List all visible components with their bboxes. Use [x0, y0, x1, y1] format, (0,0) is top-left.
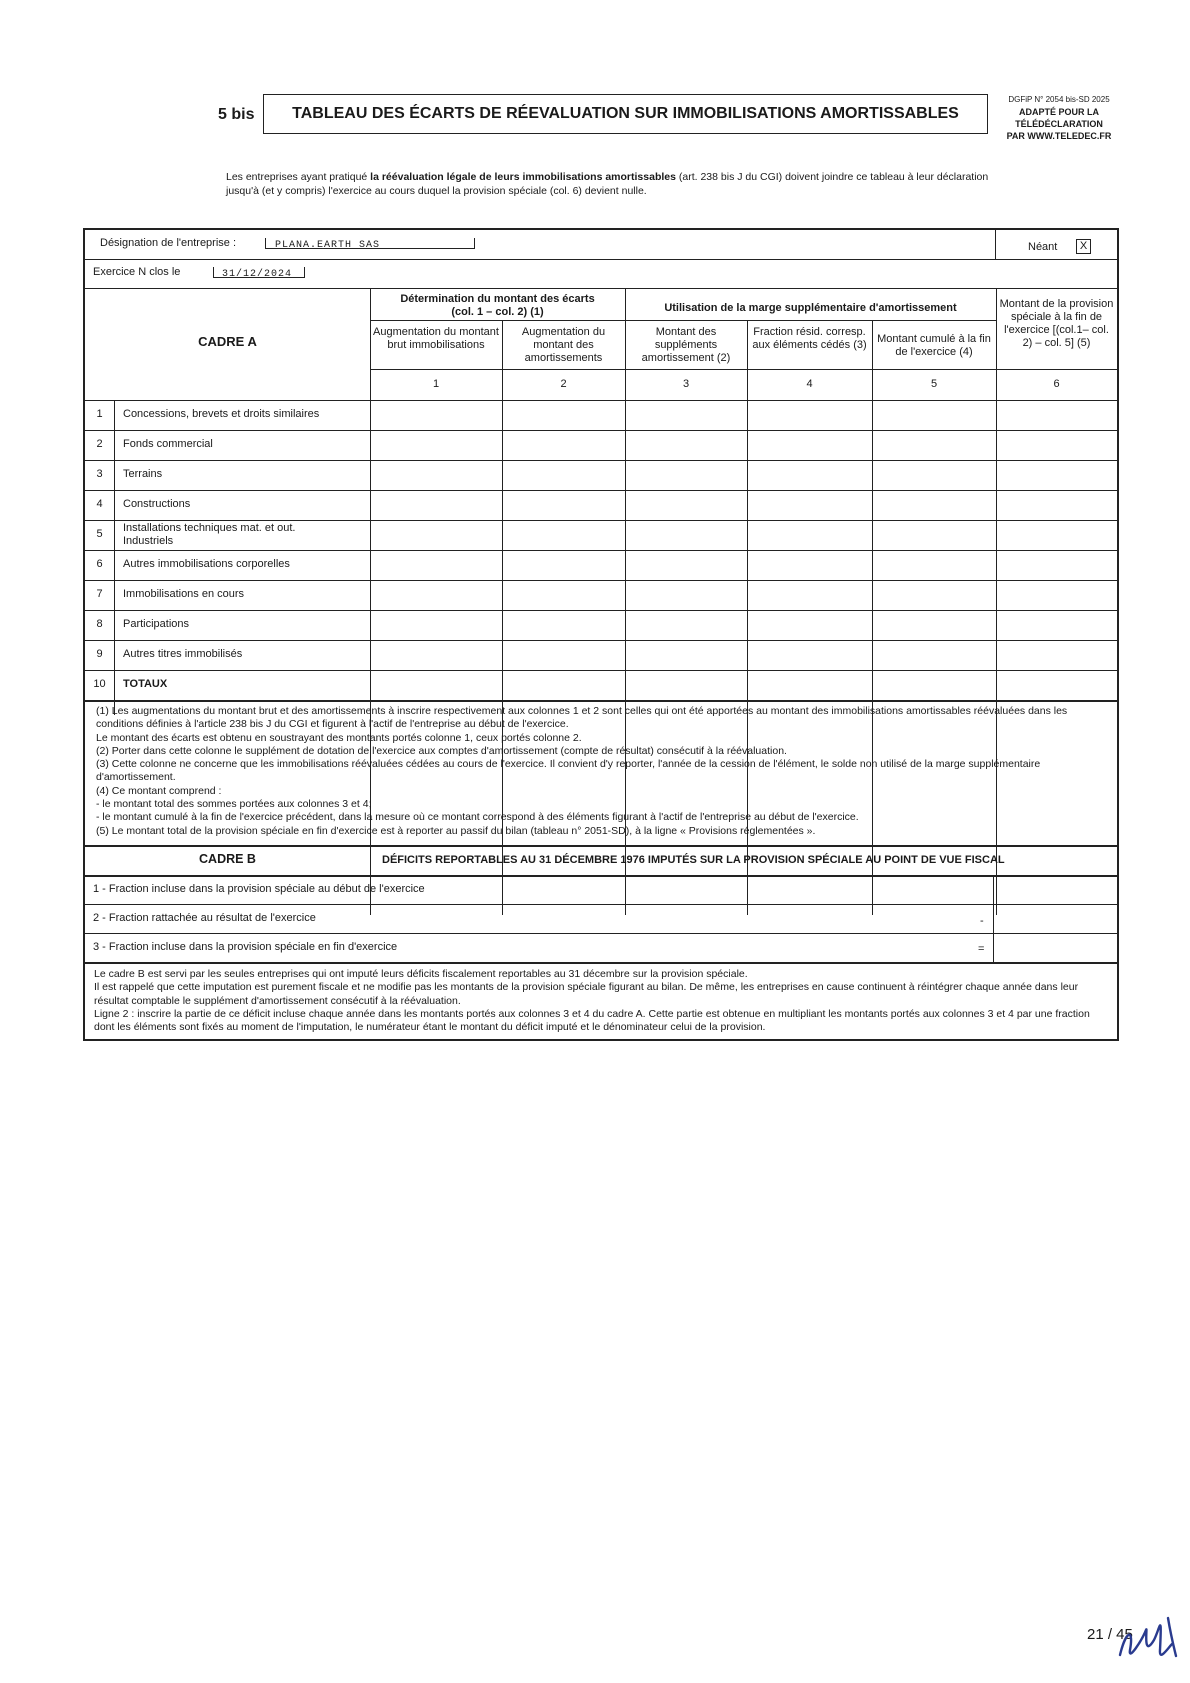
- intro-part-1: Les entreprises ayant pratiqué: [226, 171, 371, 183]
- adapted-line-3: PAR WWW.TELEDEC.FR: [1006, 131, 1112, 141]
- cadre-b-row-3-op: =: [978, 943, 985, 955]
- row-label: Immobilisations en cours: [123, 588, 245, 600]
- form-ref-code: DGFiP N° 2054 bis-SD 2025: [1008, 95, 1110, 104]
- handwritten-signature-icon: [1112, 1600, 1182, 1670]
- row-label: Terrains: [123, 468, 163, 480]
- col-2-number: 2: [560, 378, 567, 390]
- cadre-a-label: CADRE A: [198, 334, 257, 349]
- row-number: 1: [96, 408, 103, 420]
- col-4-number: 4: [806, 378, 813, 390]
- row-label: Participations: [123, 618, 190, 630]
- col-3-header: Montant des suppléments amortissement (2): [641, 326, 731, 364]
- group-determination: [370, 293, 625, 319]
- designation-value: PLANA.EARTH SAS: [275, 240, 381, 251]
- col-6-number: 6: [1053, 378, 1060, 390]
- col-4-header: Fraction résid. corresp. aux éléments cédés (3): [752, 326, 867, 351]
- note-line: (5) Le montant total de la provision spéciale en fin d'exercice est à reporter au passif du bilan (tableau n° 2051-SD), à la ligne « Provisions réglementées ».: [96, 824, 816, 837]
- neant-label: Néant: [1028, 241, 1058, 253]
- col-6-header: Montant de la provision spéciale à la fin de l'exercice [(col.1– col. 2) – col. 5] (5): [999, 298, 1114, 349]
- cadre-b-title: DÉFICITS REPORTABLES AU 31 DÉCEMBRE 1976 IMPUTÉS SUR LA PROVISION SPÉCIALE AU POINT DE VUE FISCAL: [382, 854, 1005, 866]
- row-number: 4: [96, 498, 103, 510]
- notes-cadre-a: [96, 705, 1106, 838]
- col-5-number: 5: [930, 378, 938, 390]
- col-1-number: 1: [432, 378, 440, 390]
- row-label: Concessions, brevets et droits similaires: [123, 408, 320, 420]
- group-utilisation: Utilisation de la marge supplémentaire d'amortissement: [664, 302, 957, 314]
- row-label: Fonds commercial: [123, 438, 213, 450]
- designation-label: Désignation de l'entreprise :: [100, 237, 237, 249]
- col-1-header: Augmentation du montant brut immobilisations: [373, 326, 499, 351]
- group-determination-title: Détermination du montant des écarts: [400, 293, 595, 305]
- note-line: - le montant total des sommes portées aux colonnes 3 et 4;: [96, 798, 372, 811]
- row-number: 2: [96, 438, 103, 450]
- cadre-b-row-3: 3 - Fraction incluse dans la provision spéciale en fin d'exercice: [93, 941, 398, 953]
- col-2-header: Augmentation du montant des amortissements: [521, 326, 606, 364]
- note-line: (3) Cette colonne ne concerne que les immobilisations réévaluées cédées au cours de l'exercice. Il convient d'y reporter, l'année de la cession de l'élément, le solde non utilisé de la marge supplémentaire d'amortissement.: [96, 758, 1041, 784]
- note-line: - le montant cumulé à la fin de l'exercice précédent, dans la mesure où ce montant correspond à des éléments figurant à l'actif de l'entreprise au début de l'exercice.: [96, 811, 859, 824]
- row-label: Autres titres immobilisés: [123, 648, 243, 660]
- cadre-b-row-2: 2 - Fraction rattachée au résultat de l'exercice: [93, 912, 316, 924]
- form-number: 5 bis: [218, 106, 255, 123]
- row-label: Constructions: [123, 498, 191, 510]
- note-line: Le montant des écarts est obtenu en soustrayant des montants portés colonne 1, ceux portés colonne 2.: [96, 731, 582, 744]
- note-line: Il est rappelé que cette imputation est purement fiscale et ne modifie pas les montants de la provision spéciale figurant au bilan. De même, les entreprises en cause continuent à réintégrer chaque année dans leur résultat comptable le supplément d'amortissement consécutif à la réévaluation.: [94, 981, 1079, 1007]
- form-reference: [995, 94, 1123, 142]
- row-number: 7: [96, 588, 103, 600]
- form-frame: [83, 228, 1119, 1041]
- cadre-b-row-1: 1 - Fraction incluse dans la provision spéciale au début de l'exercice: [93, 883, 425, 895]
- note-line: (4) Ce montant comprend :: [96, 784, 222, 797]
- row-label: Autres immobilisations corporelles: [123, 558, 290, 570]
- row-label: TOTAUX: [123, 678, 168, 690]
- notes-cadre-b: [94, 968, 1106, 1034]
- exercice-value: 31/12/2024: [222, 269, 293, 280]
- page-title: TABLEAU DES ÉCARTS DE RÉEVALUATION SUR IMMOBILISATIONS AMORTISSABLES: [263, 94, 988, 134]
- row-number: 8: [96, 618, 103, 630]
- intro-part-2: (art. 238 bis J du CGI) doivent joindre ce tableau à leur déclaration jusqu'à (et y compris) l'exercice au cours duquel la provision spéciale (col. 6) devient nulle.: [226, 171, 989, 197]
- row-number: 3: [96, 468, 103, 480]
- col-5-header: Montant cumulé à la fin de l'exercice (4): [877, 333, 991, 358]
- row-number: 6: [96, 558, 103, 570]
- exercice-label: Exercice N clos le: [93, 266, 181, 278]
- row-label: Installations techniques mat. et out. Industriels: [123, 522, 296, 547]
- row-number: 9: [96, 648, 103, 660]
- intro-bold: la réévaluation légale de leurs immobilisations amortissables: [370, 171, 676, 183]
- adapted-line-1: ADAPTÉ POUR LA: [1018, 107, 1099, 117]
- adapted-line-2: TÉLÉDÉCLARATION: [1015, 119, 1103, 129]
- note-line: Ligne 2 : inscrire la partie de ce déficit incluse chaque année dans les montants portés aux colonnes 3 et 4 du cadre A. Cette partie est obtenue en multipliant les montants portés aux colonnes 3 et 4 par une fraction dont les éléments sont fixés au moment de l'imputation, le numérateur étant le montant du déficit imputé et le dénominateur celui de la provision.: [94, 1007, 1090, 1034]
- neant-checkbox[interactable]: X: [1076, 239, 1091, 254]
- row-number: 10: [93, 678, 106, 690]
- intro-text: [226, 170, 996, 198]
- col-3-number: 3: [682, 378, 690, 390]
- cadre-b-row-2-op: -: [980, 915, 984, 927]
- row-number: 5: [96, 528, 103, 540]
- cadre-b-label: CADRE B: [199, 852, 256, 866]
- note-line: Le cadre B est servi par les seules entreprises qui ont imputé leurs déficits fiscalement reportables au 31 décembre sur la provision spéciale.: [94, 968, 748, 980]
- note-line: (2) Porter dans cette colonne le supplément de dotation de l'exercice aux comptes d'amortissement (compte de résultat) consécutif à la réévaluation.: [96, 744, 787, 757]
- page-number: 21 / 45: [1087, 1626, 1133, 1643]
- note-line: (1) Les augmentations du montant brut et des amortissements à inscrire respectivement aux colonnes 1 et 2 sont celles qui ont été apportées au montant des immobilisations amortissables réévaluées dans les conditions définies à l'article 238 bis J du CGI et figurent à l'actif de l'entreprise au début de l'exercice.: [96, 705, 1068, 731]
- group-determination-sub: (col. 1 – col. 2) (1): [451, 306, 544, 318]
